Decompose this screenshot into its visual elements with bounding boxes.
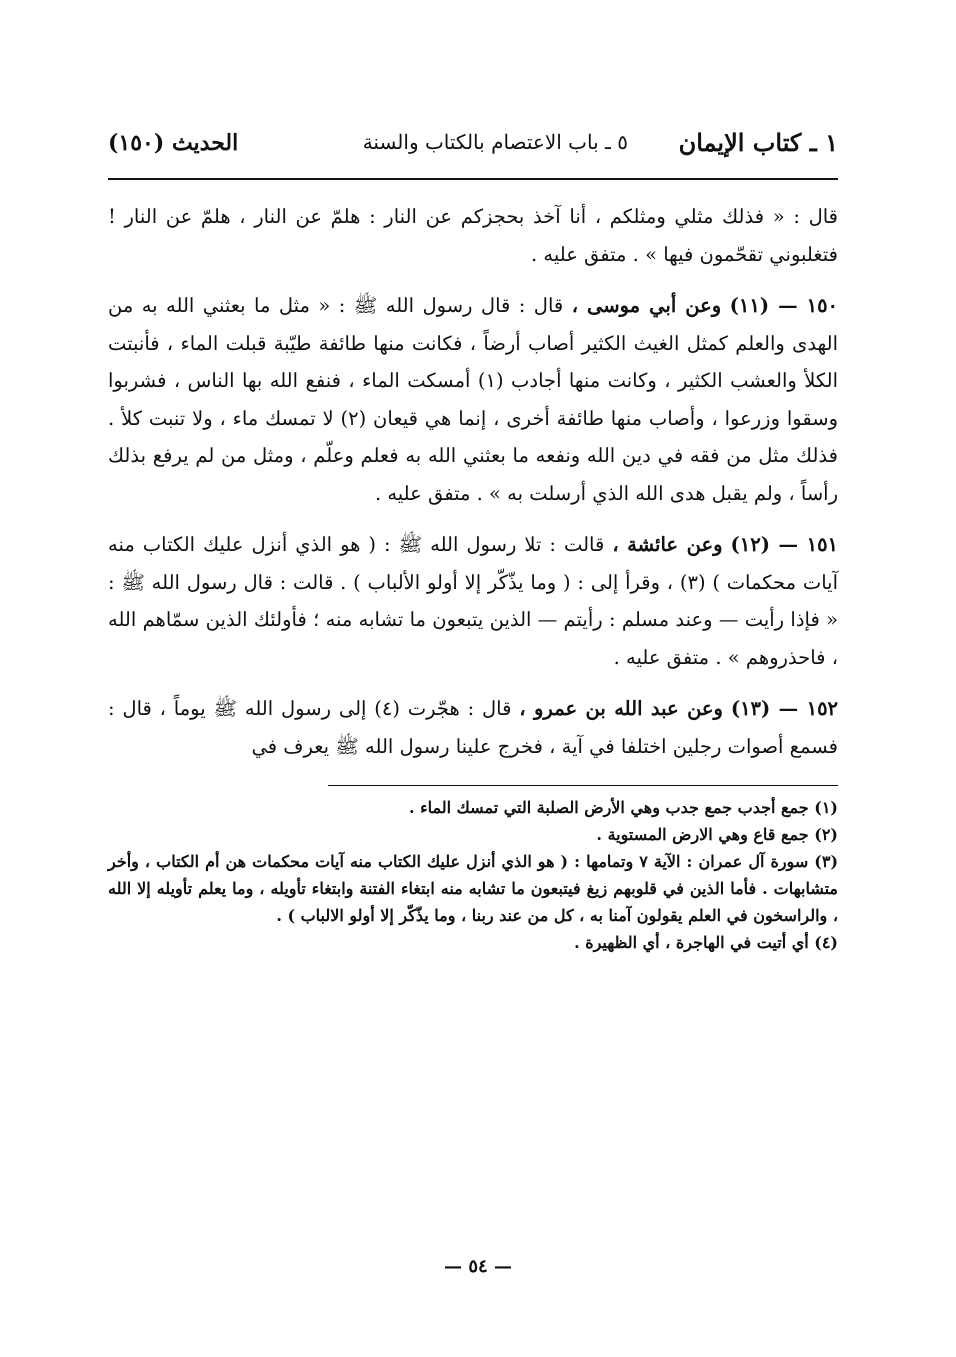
hadith-paragraph — [108, 287, 838, 512]
paragraph-text: قالت : تلا رسول الله ﷺ : ( هو الذي أنزل عليك الكتاب منه آيات محكمات ) (٣) ، وقرأ إلى : ( وما يذّكّر إلا أولو الألباب ) . قالت : قال رسول الله ﷺ : « فإذا رأيت — وعند مسلم : رأيتم — الذين يتبعون ما تشابه منه ؛ فأولئك الذين سمّاهم الله ، فاحذروهم » . متفق عليه . — [108, 533, 838, 669]
hadith-narrator: وعن عبد الله بن عمرو ، — [519, 697, 723, 720]
hadith-paragraph — [108, 526, 838, 676]
footnotes — [108, 794, 838, 956]
paragraph-continuation — [108, 198, 838, 273]
footnote-divider — [328, 785, 838, 786]
page-number: — ٥٤ — — [444, 1256, 512, 1277]
hadith-narrator: وعن أبي موسى ، — [571, 294, 722, 317]
book-title: ١ ـ كتاب الإيمان — [678, 128, 838, 157]
hadith-number: ١٥٢ — (١٣) — [730, 697, 839, 720]
footnote-item: (١) جمع أجدب جمع جدب وهي الأرض الصلبة التي تمسك الماء . — [409, 798, 838, 817]
hadith-reference: الحديث (١٥٠) — [108, 130, 239, 156]
document-page — [108, 118, 838, 956]
page-header — [108, 118, 838, 168]
footnote-item: (٢) جمع قاع وهي الارض المستوية . — [596, 825, 838, 844]
hadith-paragraph — [108, 690, 838, 765]
main-text — [108, 198, 838, 765]
footnote-item: (٣) سورة آل عمران : الآية ٧ وتمامها : ( هو الذي أنزل عليك الكتاب منه آيات محكمات هن أم الكتاب ، وأخر متشابهات . فأما الذين في قلوبهم زيغ فيتبعون ما تشابه منه ابتغاء الفتنة وابتغاء تأويله ، وما يعلم تأويله إلا الله ، والراسخون في العلم يقولون آمنا به ، كل من عند ربنا ، وما يذّكّر إلا أولو الالباب ) . — [108, 852, 839, 925]
paragraph-text: قال : قال رسول الله ﷺ : « مثل ما بعثني الله به من الهدى والعلم كمثل الغيث الكثير أصاب أرضاً ، فكانت منها طائفة طيّبة قبلت الماء ، فأنبتت الكلأ والعشب الكثير ، وكانت منها أجادب (١) أمسكت الماء ، فنفع الله بها الناس ، فشربوا وسقوا وزرعوا ، وأصاب منها طائفة أخرى ، إنما هي قيعان (٢) لا تمسك ماء ، ولا تنبت كلأ . فذلك مثل من فقه في دين الله ونفعه ما بعثني الله به فعلم وعلّم ، ومثل من لم يرفع بذلك رأساً ، ولم يقبل هدى الله الذي أرسلت به » . متفق عليه . — [108, 294, 839, 505]
paragraph-text: قال : « فذلك مثلي ومثلكم ، أنا آخذ بحجزكم عن النار : هلمّ عن النار ، هلمّ عن النار ! فتغلبوني تقحّمون فيها » . متفق عليه . — [108, 205, 838, 266]
chapter-title: ٥ ـ باب الاعتصام بالكتاب والسنة — [362, 130, 628, 154]
hadith-narrator: وعن عائشة ، — [612, 533, 723, 556]
hadith-number: ١٥٠ — (١١) — [729, 294, 839, 317]
hadith-number: ١٥١ — (١٢) — [730, 533, 839, 556]
paragraph-text: قال : هجّرت (٤) إلى رسول الله ﷺ يوماً ، قال : فسمع أصوات رجلين اختلفا في آية ، فخرج علينا رسول الله ﷺ يعرف في — [108, 697, 838, 758]
header-divider — [108, 178, 838, 180]
footnote-item: (٤) أي أتيت في الهاجرة ، أي الظهيرة . — [574, 933, 838, 952]
